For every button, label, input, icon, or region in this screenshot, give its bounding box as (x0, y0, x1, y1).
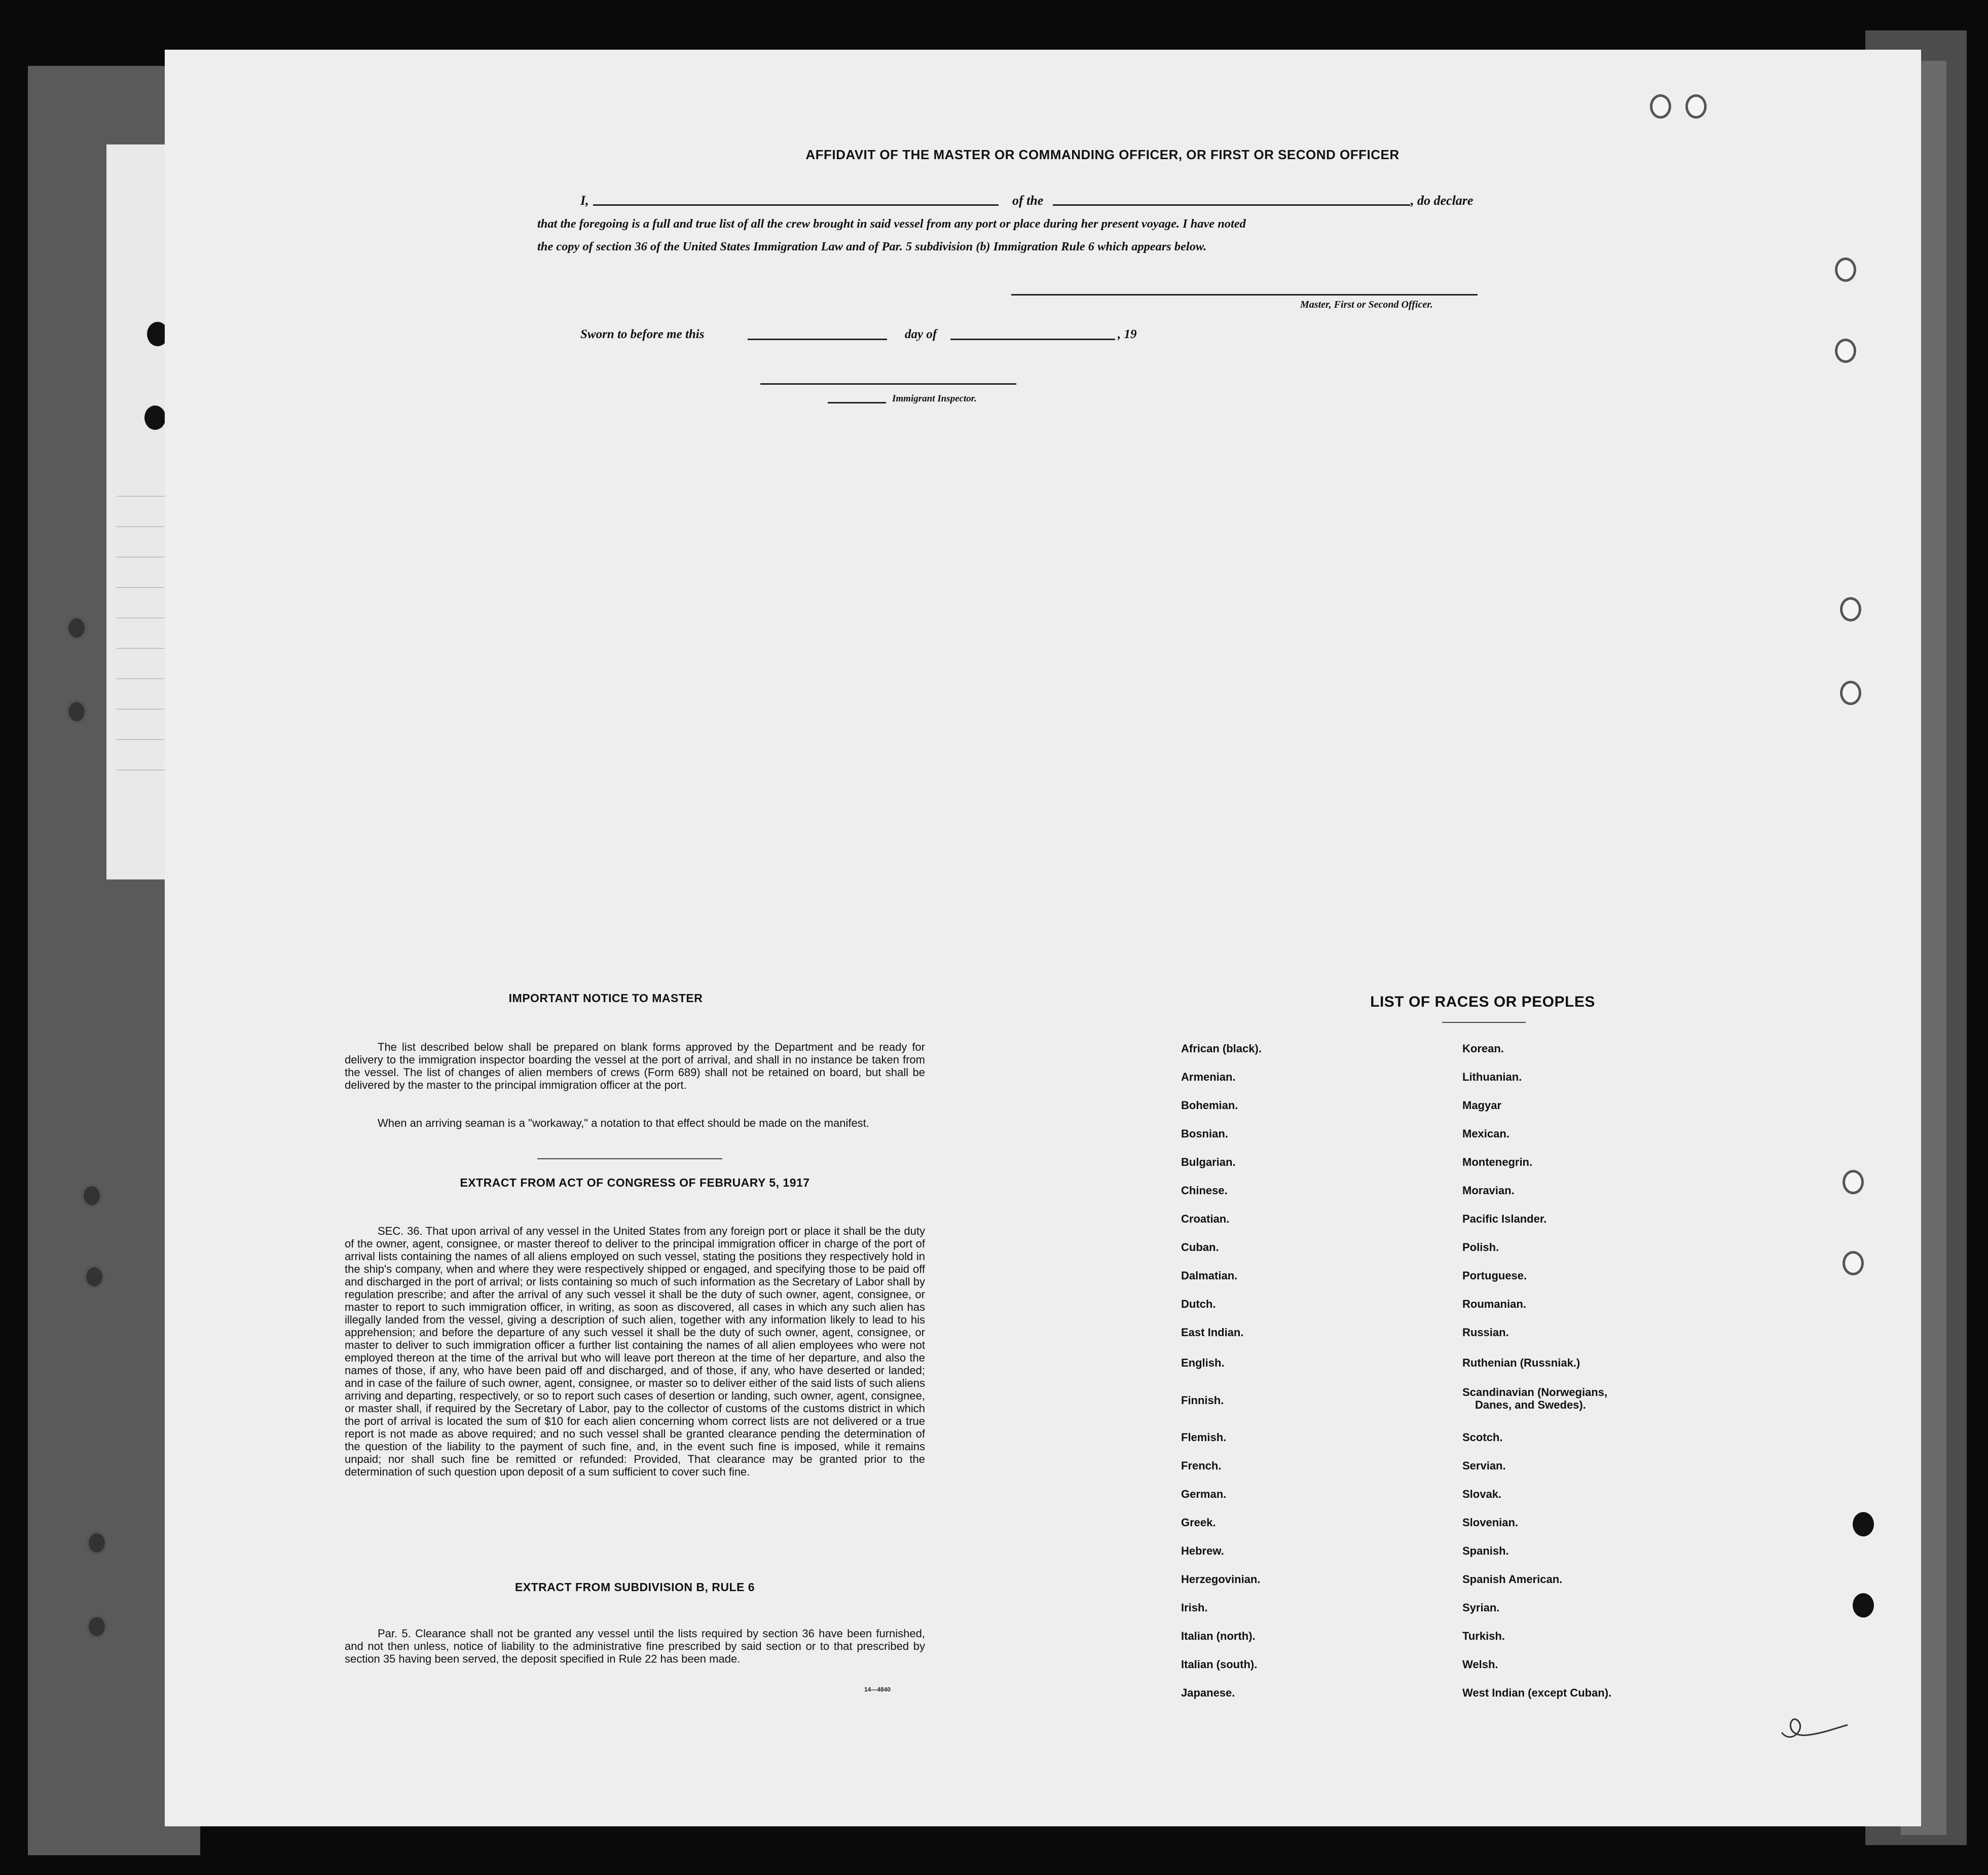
extract-rule-title: EXTRACT FROM SUBDIVISION B, RULE 6 (514, 1580, 755, 1594)
race-right-item: Roumanian. (1462, 1298, 1526, 1310)
race-left-item: French. (1181, 1459, 1222, 1472)
race-right-item: Korean. (1462, 1042, 1504, 1055)
sworn-day-line (748, 339, 887, 340)
race-left-item: Flemish. (1181, 1431, 1227, 1444)
race-left-item: Armenian. (1181, 1071, 1236, 1083)
affidavit-declare: , do declare (1411, 193, 1474, 208)
form-sheet (165, 50, 1921, 1826)
race-left-item: Italian (north). (1181, 1630, 1256, 1642)
race-left-item: Dutch. (1181, 1298, 1216, 1310)
race-left-item: Irish. (1181, 1601, 1208, 1614)
race-right-item: Slovenian. (1462, 1516, 1519, 1529)
binder-hole (1685, 94, 1707, 119)
binder-hole (1840, 681, 1861, 705)
races-divider (1442, 1022, 1526, 1023)
races-title: LIST OF RACES OR PEOPLES (1370, 994, 1595, 1010)
race-right-item: Ruthenian (Russniak.) (1462, 1356, 1580, 1369)
year-text: , 19 (1118, 327, 1137, 341)
signature-line (1011, 294, 1478, 296)
affidavit-of-the: of the (1012, 193, 1044, 208)
race-left-item: Dalmatian. (1181, 1269, 1238, 1282)
race-right-item: Mexican. (1462, 1127, 1510, 1140)
binder-hole (81, 1184, 102, 1208)
binder-hole (86, 1614, 107, 1639)
race-right-item: Servian. (1462, 1459, 1506, 1472)
race-left-item: Bulgarian. (1181, 1156, 1236, 1168)
race-left-item: Croatian. (1181, 1212, 1230, 1225)
vessel-blank-line (1053, 204, 1410, 206)
race-right-item: Scotch. (1462, 1431, 1503, 1444)
inspector-lead-line (828, 402, 886, 403)
binder-hole (1840, 597, 1861, 621)
signature-label: Master, First or Second Officer. (1300, 299, 1433, 310)
race-right-item: Syrian. (1462, 1601, 1500, 1614)
extract-act-text: SEC. 36. That upon arrival of any vessel in the United States from any foreign port or place it shall be the duty of the owner, agent, consignee, or master thereof to deliver to the principal immigration officer in charge of the port of arrival lists containing the names of all aliens employed on such vessel, stating the positions they respectively hold in the ship's company, when and where they were respectively shipped or engaged, and specifying those to be paid off and discharged in the port of arrival; or lists containing so much of such information as the Secretary of Labor shall by regulation prescribe; and after the arrival of any such vessel it shall be the duty of such owner, agent, consignee, or master to report to such immigration officer, in writing, as soon as discovered, all cases in which any such alien has illegally landed from the vessel, giving a description of such alien, together with any information likely to lead to his apprehension; and before the departure of any such vessel it shall be the duty of such owner, agent, consignee, or master to deliver to such immigration officer a further list containing the names of all alien employees who were not employed thereon at the time of the arrival but who will leave port thereon at the time of her departure, and also the names of those, if any, who have been paid off and discharged, and of those, if any, who have deserted or landed; and in case of the failure of such owner, agent, consignee, or master so to deliver either of the said lists of such aliens arriving and departing, respectively, or so to report such cases of desertion or landing, such owner, agent, consignee, or master shall, if required by the Secretary of Labor, pay to the collector of customs of the customs district in which the port of arrival is located the sum of $10 for each alien concerning whom correct lists are not delivered or a true report is not made as above required; and no such vessel shall be granted clearance pending the determination of the question of the liability to the payment of such fine, and, in the event such fine is imposed, while it remains unpaid; nor shall such fine be remitted or refunded: Provided, That clearance may be granted prior to the determination of such question upon deposit of a sum sufficient to cover such fine. (345, 1225, 925, 1478)
race-left-item: Herzegovinian. (1181, 1573, 1261, 1586)
race-left-item: Japanese. (1181, 1686, 1235, 1699)
affidavit-line2: that the foregoing is a full and true list of all the crew brought in said vessel from any port or place during her present voyage. I have noted (537, 217, 1246, 231)
form-number: 14—4840 (864, 1686, 891, 1693)
race-right-item: Slovak. (1462, 1488, 1502, 1500)
race-left-item: Finnish. (1181, 1394, 1224, 1407)
affidavit-i: I, (580, 193, 589, 208)
binder-hole (1650, 94, 1671, 119)
race-right-item: Scandinavian (Norwegians, (1462, 1386, 1608, 1399)
race-right-item: Portuguese. (1462, 1269, 1527, 1282)
affidavit-title: AFFIDAVIT OF THE MASTER OR COMMANDING OFFICER, OR FIRST OR SECOND OFFICER (805, 147, 1400, 162)
binder-hole (1835, 339, 1856, 363)
race-right-item: Magyar (1462, 1099, 1502, 1112)
pencil-mark-icon (1777, 1697, 1853, 1748)
binder-hole (84, 1265, 105, 1289)
sworn-month-line (950, 339, 1115, 340)
binder-hole (66, 700, 87, 724)
extract-rule-text: Par. 5. Clearance shall not be granted any vessel until the lists required by section 36 have been furnished, and not then unless, notice of liability to the administrative fine prescribed by said section or to that prescribed by section 35 having been served, the deposit specified in Rule 22 has been made. (345, 1627, 925, 1665)
section-divider (537, 1158, 722, 1159)
race-right-item: Montenegrin. (1462, 1156, 1533, 1168)
race-right-item: Spanish. (1462, 1545, 1509, 1557)
binder-hole (1835, 258, 1856, 282)
binder-hole (66, 616, 87, 640)
inspector-label: Immigrant Inspector. (892, 393, 977, 404)
race-left-item: Hebrew. (1181, 1545, 1224, 1557)
race-right-item: Pacific Islander. (1462, 1212, 1547, 1225)
race-left-item: Italian (south). (1181, 1658, 1258, 1671)
race-right-item: Lithuanian. (1462, 1071, 1522, 1083)
race-right-item: Welsh. (1462, 1658, 1498, 1671)
binder-hole (1843, 1170, 1864, 1194)
binder-hole (1853, 1593, 1874, 1617)
race-right-item: Turkish. (1462, 1630, 1505, 1642)
race-left-item: Greek. (1181, 1516, 1216, 1529)
notice-paragraph-1: The list described below shall be prepared on blank forms approved by the Department and be ready for delivery to the immigration inspector boarding the vessel at the port of arrival, and shall in no instance be taken from the vessel. The list of changes of alien members of crews (Form 689) shall not be retained on board, but shall be delivered by the master to the principal immigration officer at the port. (345, 1041, 925, 1091)
race-right-item: West Indian (except Cuban). (1462, 1686, 1612, 1699)
notice-title: IMPORTANT NOTICE TO MASTER (508, 991, 703, 1005)
binder-hole (144, 406, 166, 430)
race-left-item: Bosnian. (1181, 1127, 1228, 1140)
race-left-item: East Indian. (1181, 1326, 1244, 1339)
race-left-item: Cuban. (1181, 1241, 1219, 1254)
race-left-item: German. (1181, 1488, 1227, 1500)
day-of-text: day of (905, 327, 937, 341)
race-right-item: Russian. (1462, 1326, 1509, 1339)
race-right-item: Moravian. (1462, 1184, 1515, 1197)
race-right-item: Spanish American. (1462, 1573, 1563, 1586)
race-left-item: Chinese. (1181, 1184, 1228, 1197)
notice-paragraph-2: When an arriving seaman is a "workaway," a notation to that effect should be made on the manifest. (378, 1117, 869, 1129)
race-left-item: African (black). (1181, 1042, 1262, 1055)
affidavit-line3: the copy of section 36 of the United States Immigration Law and of Par. 5 subdivision (b) Immigration Rule 6 which appears below. (537, 240, 1207, 253)
race-right-item: Danes, and Swedes). (1475, 1399, 1586, 1411)
binder-hole (1843, 1251, 1864, 1275)
extract-act-title: EXTRACT FROM ACT OF CONGRESS OF FEBRUARY 5, 1917 (460, 1176, 810, 1189)
race-left-item: Bohemian. (1181, 1099, 1238, 1112)
name-blank-line (593, 204, 999, 206)
race-right-item: Polish. (1462, 1241, 1499, 1254)
race-left-item: English. (1181, 1356, 1225, 1369)
binder-hole (1853, 1512, 1874, 1536)
sworn-text: Sworn to before me this (580, 327, 705, 341)
inspector-signature-line (760, 383, 1016, 385)
binder-hole (86, 1531, 107, 1555)
